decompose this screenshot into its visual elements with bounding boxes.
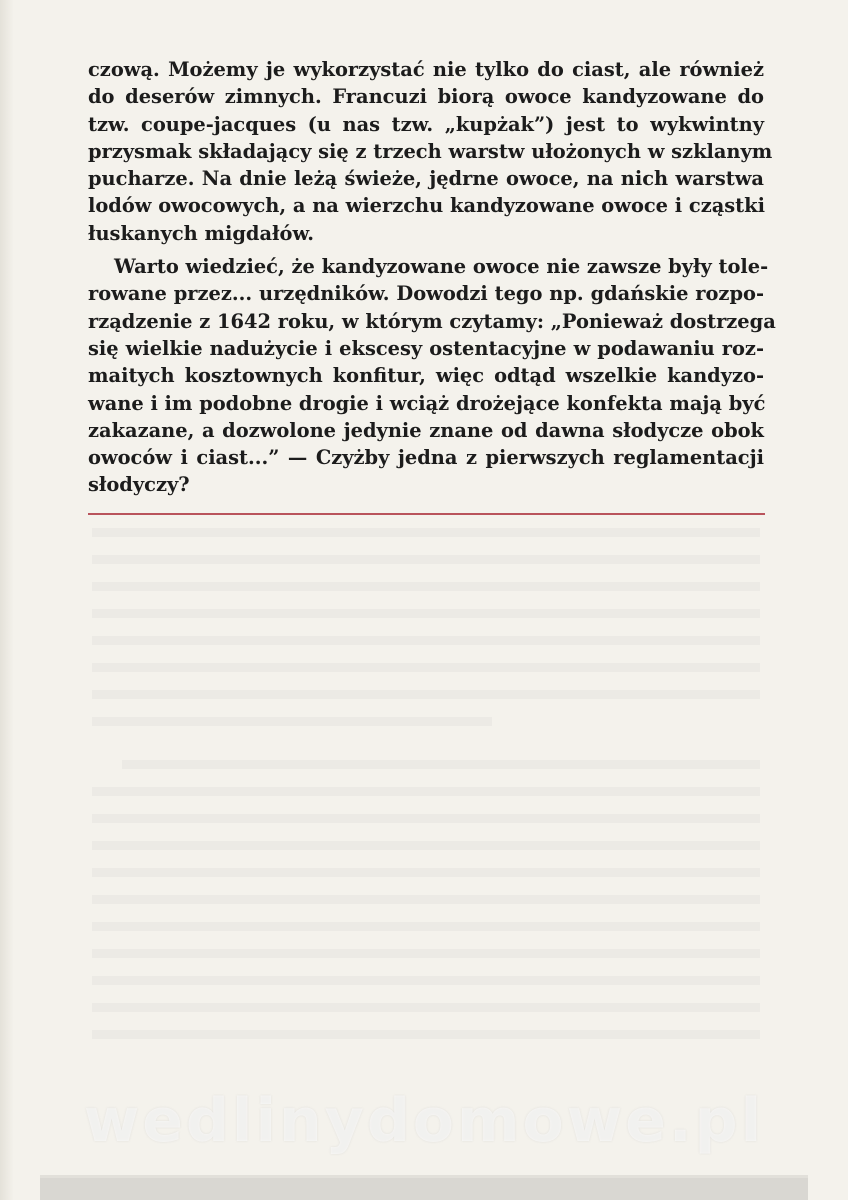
bleed-through-texture [92, 520, 762, 1080]
watermark-text: wedlinydomowe.pl [83, 1086, 765, 1156]
text-line: Warto wiedzieć, że kandyzowane owoce nie zawsze były tole- [114, 255, 769, 279]
text-line: czową. Możemy je wykorzystać nie tylko do ciast, ale również [88, 58, 764, 81]
text-line: do deserów zimnych. Francuzi biorą owoce kandyzowane do [88, 85, 764, 109]
text-line: się wielkie nadużycie i ekscesy ostentacyjne w podawaniu roz- [88, 336, 764, 360]
text-line: zakazane, a dozwolone jedynie znane od dawna słodycze obok [88, 418, 764, 442]
text-line: maitych kosztownych konfitur, więc odtąd wszelkie kandyzo- [88, 364, 764, 388]
text-line: wane i im podobne drogie i wciąż drożejące konfekta mają być [88, 391, 766, 415]
scan-bottom-edge [40, 1178, 808, 1200]
text-line: przysmak składający się z trzech warstw ułożonych w szklanym [88, 139, 773, 163]
text-line: lodów owocowych, a na wierzchu kandyzowane owoce i cząstki [88, 194, 765, 218]
paragraph-1 [88, 56, 773, 247]
text-line: rządzenie z 1642 roku, w którym czytamy: „Ponieważ dostrzega [88, 309, 776, 333]
red-separator-line [88, 513, 765, 515]
text-line: słodyczy? [88, 473, 190, 497]
body-text [88, 56, 776, 499]
text-line: pucharze. Na dnie leżą świeże, jędrne owoce, na nich warstwa [88, 167, 764, 191]
paragraph-2 [88, 253, 776, 499]
text-line: tzw. coupe-jacques (u nas tzw. „kupżak”) jest to wykwintny [88, 112, 764, 136]
text-line: łuskanych migdałów. [88, 221, 314, 245]
bleed-through-lines [92, 520, 762, 1080]
text-line: rowane przez... urzędników. Dowodzi tego np. gdańskie rozpo- [88, 282, 764, 306]
text-line: owoców i ciast...” — Czyżby jedna z pierwszych reglamentacji [88, 446, 764, 470]
